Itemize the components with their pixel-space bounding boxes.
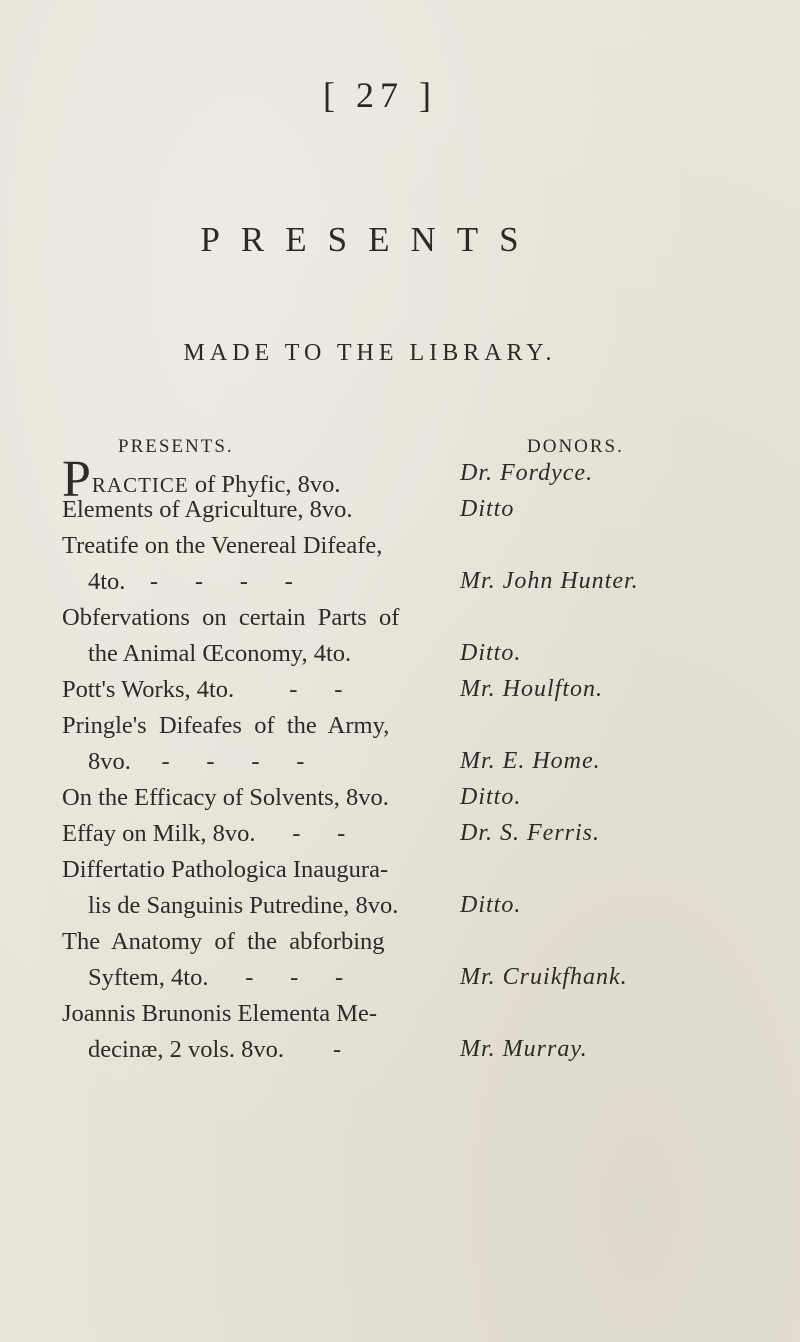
list-item <box>0 1036 800 1072</box>
list-item <box>0 640 800 676</box>
list-item <box>0 532 800 568</box>
entry-title: Obfervations on certain Parts of <box>62 604 400 631</box>
entry-title: Pringle's Difeafes of the Army, <box>62 712 390 739</box>
entry-donor: Mr. Murray. <box>460 1036 588 1062</box>
entry-donor: Mr. Houlfton. <box>460 676 604 702</box>
entry-donor: Mr. John Hunter. <box>460 568 639 594</box>
list-item <box>0 676 800 712</box>
entry-title <box>62 451 341 508</box>
entry-title: Syftem, 4to. - - - <box>88 964 344 991</box>
list-item <box>0 856 800 892</box>
list-item <box>0 928 800 964</box>
entry-donor: Mr. E. Home. <box>460 748 601 774</box>
list-item <box>0 568 800 604</box>
entry-title: The Anatomy of the abforbing <box>62 928 385 955</box>
list-item <box>0 748 800 784</box>
entry-title: Elements of Agriculture, 8vo. <box>62 496 353 523</box>
list-item <box>0 820 800 856</box>
entry-title: Joannis Brunonis Elementa Me- <box>62 1000 378 1027</box>
entry-donor: Ditto. <box>460 892 522 918</box>
list-item <box>0 604 800 640</box>
entry-title: 8vo. - - - - <box>88 748 305 775</box>
entry-title: lis de Sanguinis Putredine, 8vo. <box>88 892 399 919</box>
entry-donor: Dr. S. Ferris. <box>460 820 601 846</box>
drop-capital: P <box>62 451 91 508</box>
list-item <box>0 451 800 508</box>
presents-list <box>0 451 800 1072</box>
entry-donor: Mr. Cruikfhank. <box>460 964 628 990</box>
list-item <box>0 892 800 928</box>
small-caps-word: RACTICE <box>91 473 189 497</box>
entry-title: Differtatio Pathologica Inaugura- <box>62 856 389 883</box>
page-heading: PRESENTS <box>200 220 540 259</box>
entry-title: Treatife on the Venereal Difeafe, <box>62 532 383 559</box>
entry-donor: Ditto <box>460 496 515 522</box>
list-item <box>0 964 800 1000</box>
list-item <box>0 1000 800 1036</box>
entry-title: decinæ, 2 vols. 8vo. - <box>88 1036 342 1063</box>
entry-title-rest: of Phyfic, 8vo. <box>188 471 341 498</box>
column-header-donors: DONORS. <box>527 436 624 457</box>
entry-donor: Ditto. <box>460 784 522 810</box>
entry-title: 4to. - - - - <box>88 568 293 595</box>
page-subheading: MADE TO THE LIBRARY. <box>183 340 557 366</box>
entry-title: the Animal Œconomy, 4to. <box>88 640 352 667</box>
entry-donor: Dr. Fordyce. <box>460 460 594 486</box>
list-item <box>0 784 800 820</box>
column-header-presents: PRESENTS. <box>118 436 234 457</box>
entry-title: Effay on Milk, 8vo. - - <box>62 820 346 847</box>
entry-donor: Ditto. <box>460 640 522 666</box>
entry-title: On the Efficacy of Solvents, 8vo. <box>62 784 389 811</box>
entry-title: Pott's Works, 4to. - - <box>62 676 343 703</box>
list-item <box>0 496 800 532</box>
list-item <box>0 712 800 748</box>
page-number: [ 27 ] <box>323 75 437 115</box>
